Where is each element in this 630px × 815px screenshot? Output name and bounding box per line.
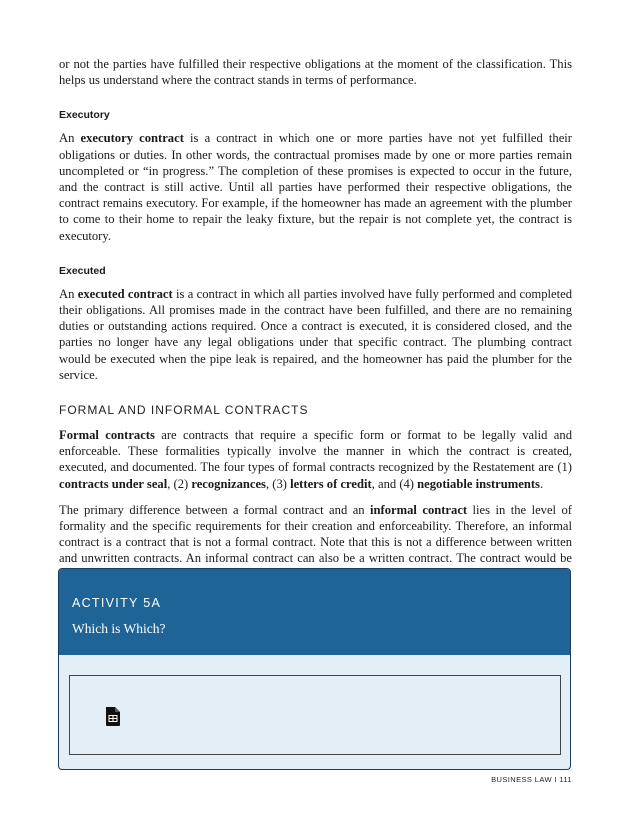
embedded-activity-frame[interactable] (69, 675, 561, 755)
executed-text-rest: is a contract in which all parties involved have fully performed and completed their obligations. All promises made in the contract have been fulfilled, and there are no remaining duties or outstanding actions required. Once a contract is executed, it is considered closed, and the parties no longer have any legal obligations under that specific contract. The plumbing contract would be executed when the pipe leak is repaired, and the homeowner has paid the plumber for the service. (59, 286, 573, 382)
informal-term: informal contract (370, 502, 468, 517)
activity-subtitle: Which is Which? (72, 621, 166, 636)
formal-text-a: are contracts that require a specific form or format to be legally valid and enforceable. These formalities typically involve the manner in which the contract is created, executed, and documented. The four types of formal contracts recognized by the Restatement are (1) (59, 428, 572, 475)
page-content (59, 56, 572, 583)
activity-header (59, 569, 570, 655)
embedded-activity-icon[interactable] (105, 707, 121, 726)
formal-text-e: . (539, 476, 544, 491)
formal-text-b: , (2) (167, 476, 192, 491)
section-title: FORMAL AND INFORMAL CONTRACTS (59, 403, 309, 418)
executory-paragraph (59, 130, 572, 243)
executed-paragraph (59, 286, 572, 383)
activity-label: ACTIVITY 5A (72, 596, 162, 610)
executed-term: executed contract (77, 286, 173, 301)
executory-text-start: An (59, 131, 81, 146)
formal-paragraph (59, 427, 572, 492)
executory-heading: Executory (59, 109, 110, 122)
executory-text-rest: is a contract in which one or more parties have not yet fulfilled their obligations or duties. In other words, the contractual promises made by one or more parties remain uncompleted or “in progress.” The completion of these promises is expected to occur in the future, and the contract is still active. Until all parties have performed their respective obligations, the contract remains executory. For example, if the homeowner has made an agreement with the plumber to come to their home to repair the leaky fixture, but the repair is not complete yet, the contract is executory. (59, 131, 572, 243)
executed-text-start: An (59, 286, 78, 301)
formal-text-c: , (3) (265, 476, 291, 491)
informal-text-b: lies in the level of formality and the specific requirements for their creation and enforceability. Therefore, an informal contract is a contract that is not a formal contract. Note that this is not a difference between written and unwritten contracts. An informal contract can also be a written contract. The contract would be (59, 502, 572, 566)
formal-term: Formal contracts (59, 428, 155, 443)
informal-text-a: The primary difference between a formal contract and an (59, 502, 371, 517)
executory-term: executory contract (80, 131, 184, 146)
executed-heading: Executed (59, 264, 106, 277)
term-letters-of-credit: letters of credit (290, 476, 372, 491)
page-footer: BUSINESS LAW I 111 (491, 775, 572, 784)
term-negotiable-instruments: negotiable instruments (417, 476, 540, 491)
term-recognizances: recognizances (191, 476, 266, 491)
intro-paragraph: or not the parties have fulfilled their respective obligations at the moment of the classification. This helps us understand where the contract stands in terms of performance. (59, 57, 572, 88)
activity-box (58, 568, 571, 770)
formal-text-d: , and (4) (371, 476, 418, 491)
term-contracts-under-seal: contracts under seal (59, 476, 168, 491)
